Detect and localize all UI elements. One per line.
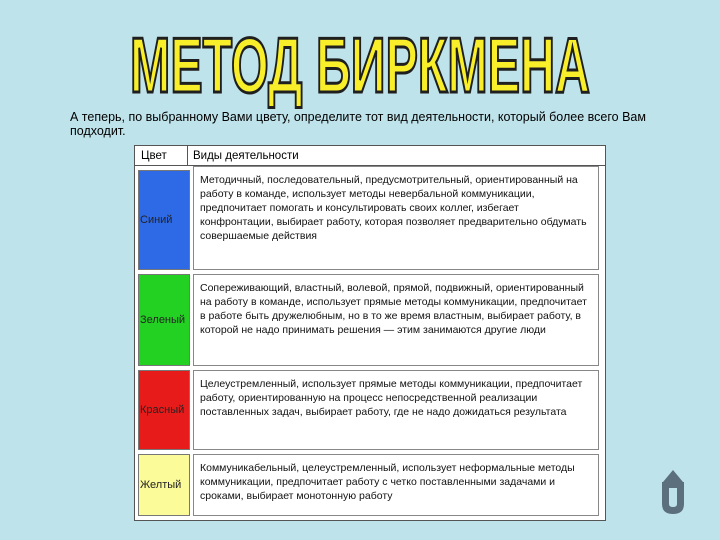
page-title: [120, 18, 600, 110]
table-row: [135, 370, 605, 450]
color-swatch-red: [138, 370, 190, 450]
activity-description: Сопереживающий, властный, волевой, прямой, подвижный, ориентированный на работу в команде, использует прямые методы коммуникации, предпочитает в работе быть дружелюбным, но в то же время властным, выбирает работу, в которой не надо принимать решения — этим занимаются другие люди: [193, 274, 599, 366]
color-swatch-green: [138, 274, 190, 366]
page-title-text: МЕТОД БИРКМЕНА: [130, 21, 590, 109]
header-divider: [187, 146, 188, 166]
table-row: [135, 166, 605, 270]
color-swatch-yellow: [138, 454, 190, 516]
table-header: [135, 146, 605, 166]
color-swatch-blue: [138, 170, 190, 270]
return-arrow-icon: [648, 468, 698, 518]
return-button[interactable]: [648, 468, 698, 518]
color-name: Красный: [140, 404, 185, 416]
activity-description: Коммуникабельный, целеустремленный, использует неформальные методы коммуникации, предпочитает работу с четко поставленными задачами и сроками, выбирает монотонную работу: [193, 454, 599, 516]
color-name: Желтый: [140, 479, 182, 491]
color-name: Зеленый: [140, 314, 186, 326]
table-row: [135, 454, 605, 516]
header-activities: Виды деятельности: [193, 150, 299, 162]
color-name: Синий: [140, 214, 173, 226]
table-row: [135, 274, 605, 366]
header-color: Цвет: [141, 150, 167, 162]
intro-text: А теперь, по выбранному Вами цвету, определите тот вид деятельности, который более всего Вам подходит.: [70, 110, 646, 138]
color-activity-table: [134, 145, 606, 521]
activity-description: Методичный, последовательный, предусмотрительный, ориентированный на работу в команде, использует методы невербальной коммуникации, предпочитает помогать и консультировать своих коллег, избегает конфронтации, выбирает работу, которая позволяет предварительно обдумать совершаемые действия: [193, 166, 599, 270]
activity-description: Целеустремленный, использует прямые методы коммуникации, предпочитает работу, ориентированную на процесс непосредственной реализации поставленных задач, выбирает работу, где не надо дожидаться результата: [193, 370, 599, 450]
